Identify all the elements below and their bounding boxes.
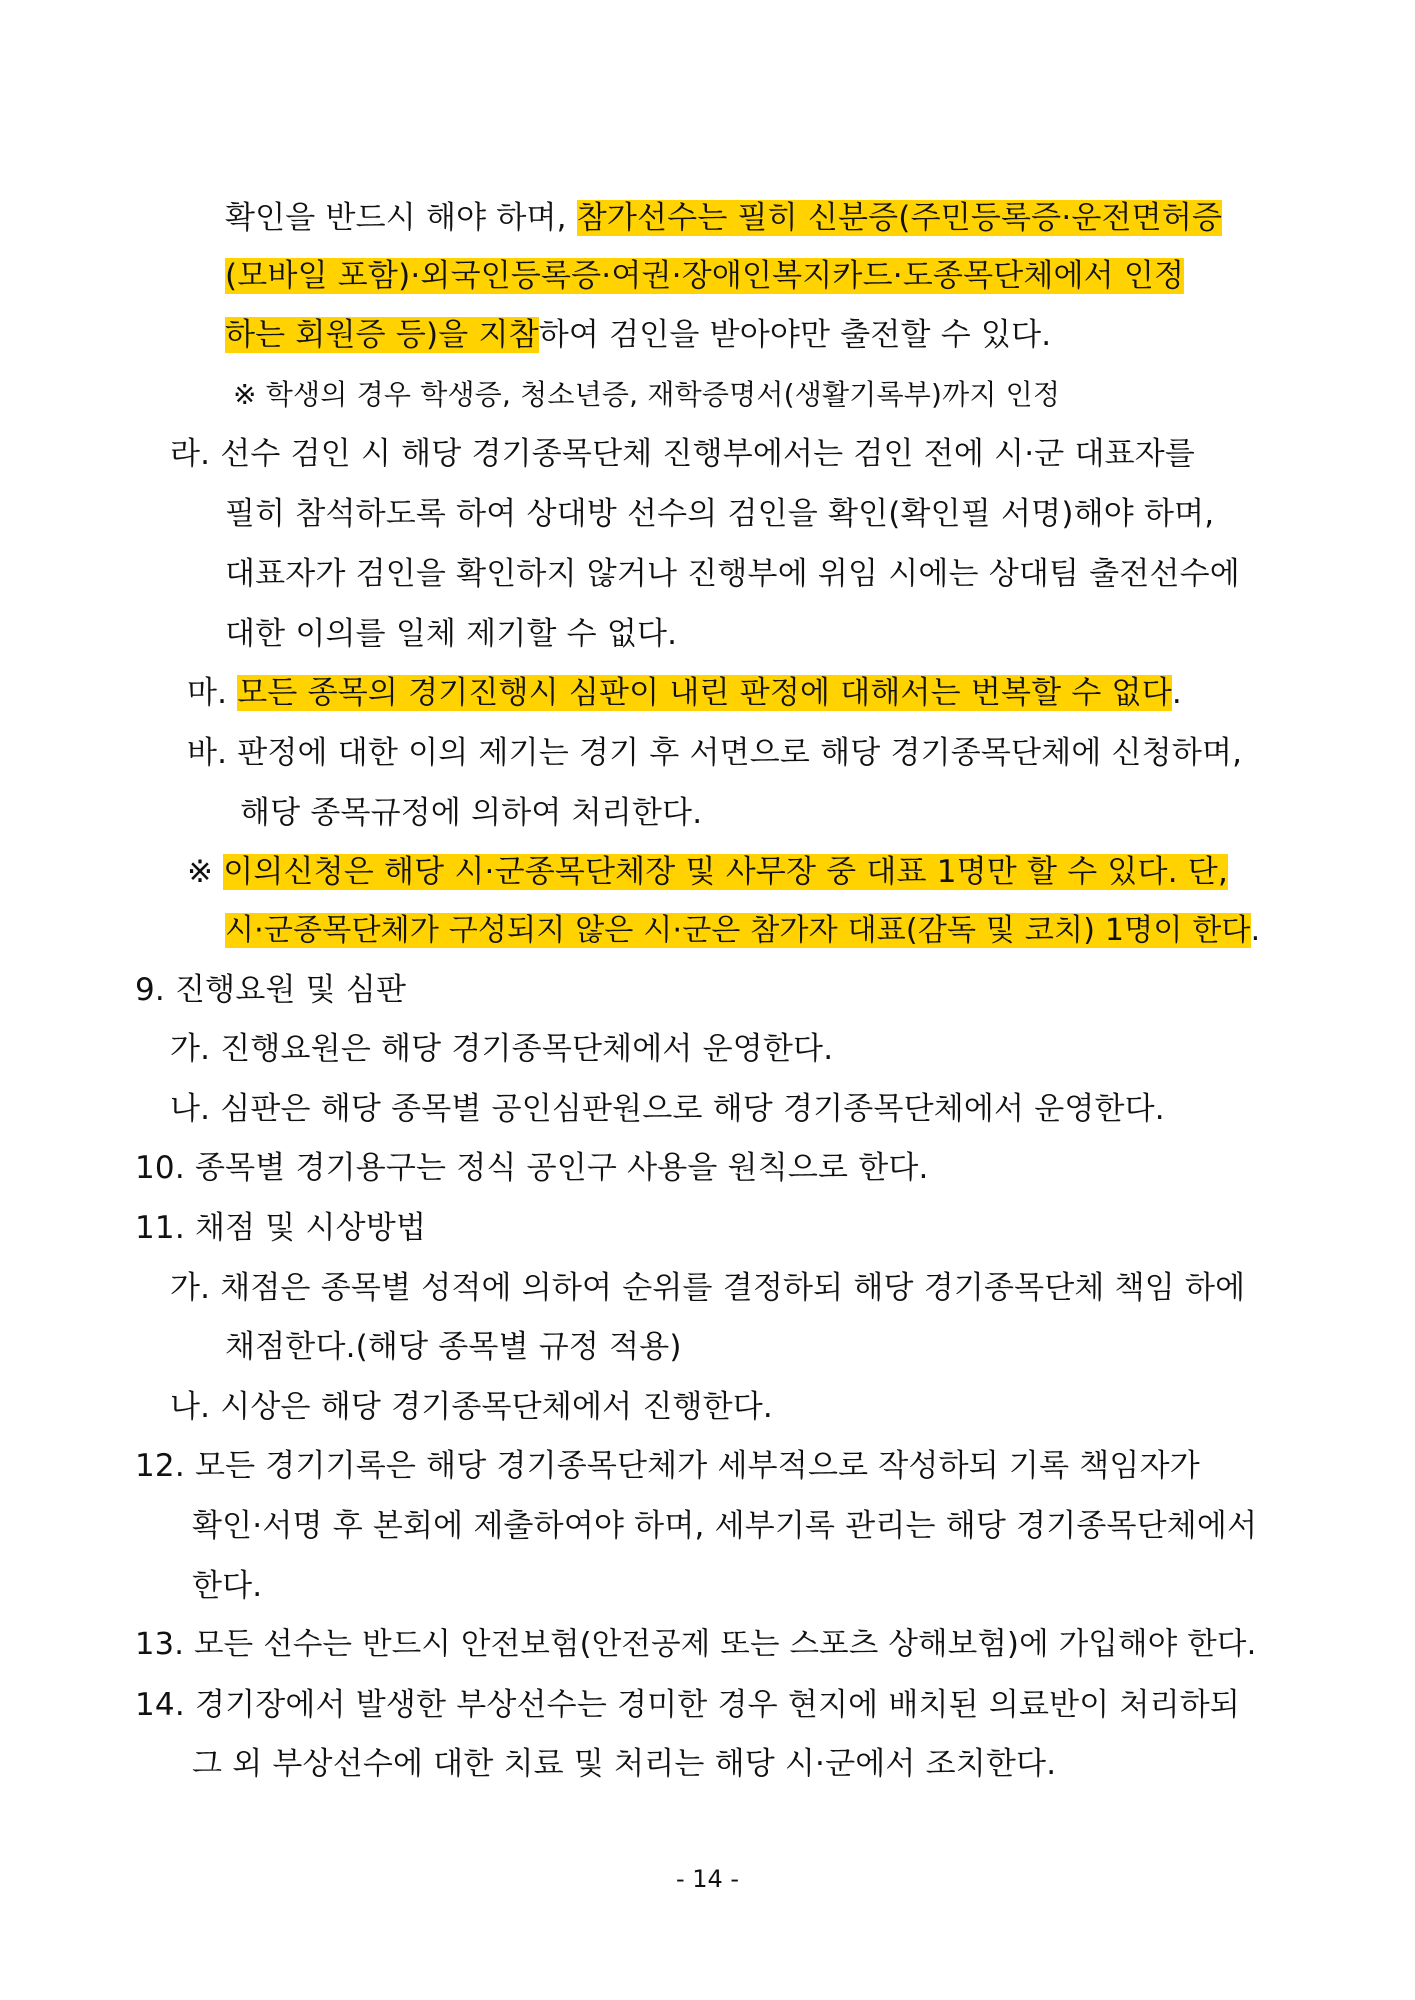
text-line-ma: 마. 모든 종목의 경기진행시 심판이 내린 판정에 대해서는 번복할 수 없다. bbox=[187, 675, 1182, 711]
section-12-2: 확인·서명 후 본회에 제출하여야 하며, 세부기록 관리는 해당 경기종목단체에서 bbox=[192, 1508, 1258, 1544]
highlight: 하는 회원증 등)을 지참 bbox=[225, 317, 539, 353]
text-line-ra-4: 대한 이의를 일체 제기할 수 없다. bbox=[225, 616, 678, 652]
highlight: 시·군종목단체가 구성되지 않은 시·군은 참가자 대표(감독 및 코치) 1명이 한다 bbox=[225, 913, 1251, 948]
text-line-11-ga-2: 채점한다.(해당 종목별 규정 적용) bbox=[225, 1329, 682, 1365]
section-14: 14. 경기장에서 발생한 부상선수는 경미한 경우 현지에 배치된 의료반이 처리하되 bbox=[135, 1687, 1241, 1723]
section-11-heading: 11. 채점 및 시상방법 bbox=[135, 1210, 427, 1246]
text-line-ra-2: 필히 참석하도록 하여 상대방 선수의 검인을 확인(확인필 서명)해야 하며, bbox=[225, 496, 1215, 532]
text-line-9-ga: 가. 진행요원은 해당 경기종목단체에서 운영한다. bbox=[170, 1031, 834, 1067]
text-line-9-na: 나. 심판은 해당 종목별 공인심판원으로 해당 경기종목단체에서 운영한다. bbox=[170, 1091, 1165, 1127]
highlight: 모든 종목의 경기진행시 심판이 내린 판정에 대해서는 번복할 수 없다 bbox=[237, 675, 1172, 711]
text-line-11-ga: 가. 채점은 종목별 성적에 의하여 순위를 결정하되 해당 경기종목단체 책임 하에 bbox=[170, 1270, 1246, 1306]
text-line-3: 하는 회원증 등)을 지참하여 검인을 받아야만 출전할 수 있다. bbox=[225, 317, 1052, 353]
section-14-2: 그 외 부상선수에 대한 치료 및 처리는 해당 시·군에서 조치한다. bbox=[192, 1746, 1057, 1782]
text-line-1: 확인을 반드시 해야 하며, 참가선수는 필히 신분증(주민등록증·운전면허증 bbox=[225, 200, 1223, 236]
section-13: 13. 모든 선수는 반드시 안전보험(안전공제 또는 스포츠 상해보험)에 가입해야 한다. bbox=[135, 1627, 1257, 1662]
text-line-ra: 라. 선수 검인 시 해당 경기종목단체 진행부에서는 검인 전에 시·군 대표자를 bbox=[170, 436, 1196, 472]
text-line-note-2: 시·군종목단체가 구성되지 않은 시·군은 참가자 대표(감독 및 코치) 1명이 한다. bbox=[225, 913, 1261, 948]
text-line-ba-2: 해당 종목규정에 의하여 처리한다. bbox=[240, 795, 703, 831]
section-12: 12. 모든 경기기록은 해당 경기종목단체가 세부적으로 작성하되 기록 책임자가 bbox=[135, 1448, 1200, 1484]
text-line-ba: 바. 판정에 대한 이의 제기는 경기 후 서면으로 해당 경기종목단체에 신청하며, bbox=[187, 735, 1243, 771]
page-number: - 14 - bbox=[675, 1865, 740, 1893]
highlight: 참가선수는 필히 신분증(주민등록증·운전면허증 bbox=[576, 200, 1223, 236]
highlight: (모바일 포함)·외국인등록증·여권·장애인복지카드·도종목단체에서 인정 bbox=[225, 258, 1185, 294]
section-9-heading: 9. 진행요원 및 심판 bbox=[135, 972, 407, 1008]
text-line-note-1: ※ 이의신청은 해당 시·군종목단체장 및 사무장 중 대표 1명만 할 수 있다. 단, bbox=[187, 854, 1228, 890]
section-12-3: 한다. bbox=[192, 1568, 263, 1604]
note-line: ※ 학생의 경우 학생증, 청소년증, 재학증명서(생활기록부)까지 인정 bbox=[233, 378, 1061, 411]
text-line-ra-3: 대표자가 검인을 확인하지 않거나 진행부에 위임 시에는 상대팀 출전선수에 bbox=[225, 556, 1240, 592]
highlight: 이의신청은 해당 시·군종목단체장 및 사무장 중 대표 1명만 할 수 있다. 단, bbox=[223, 854, 1228, 890]
text-line-2 bbox=[225, 254, 1273, 298]
section-10: 10. 종목별 경기용구는 정식 공인구 사용을 원칙으로 한다. bbox=[135, 1150, 929, 1186]
text-line-11-na: 나. 시상은 해당 경기종목단체에서 진행한다. bbox=[170, 1389, 773, 1425]
